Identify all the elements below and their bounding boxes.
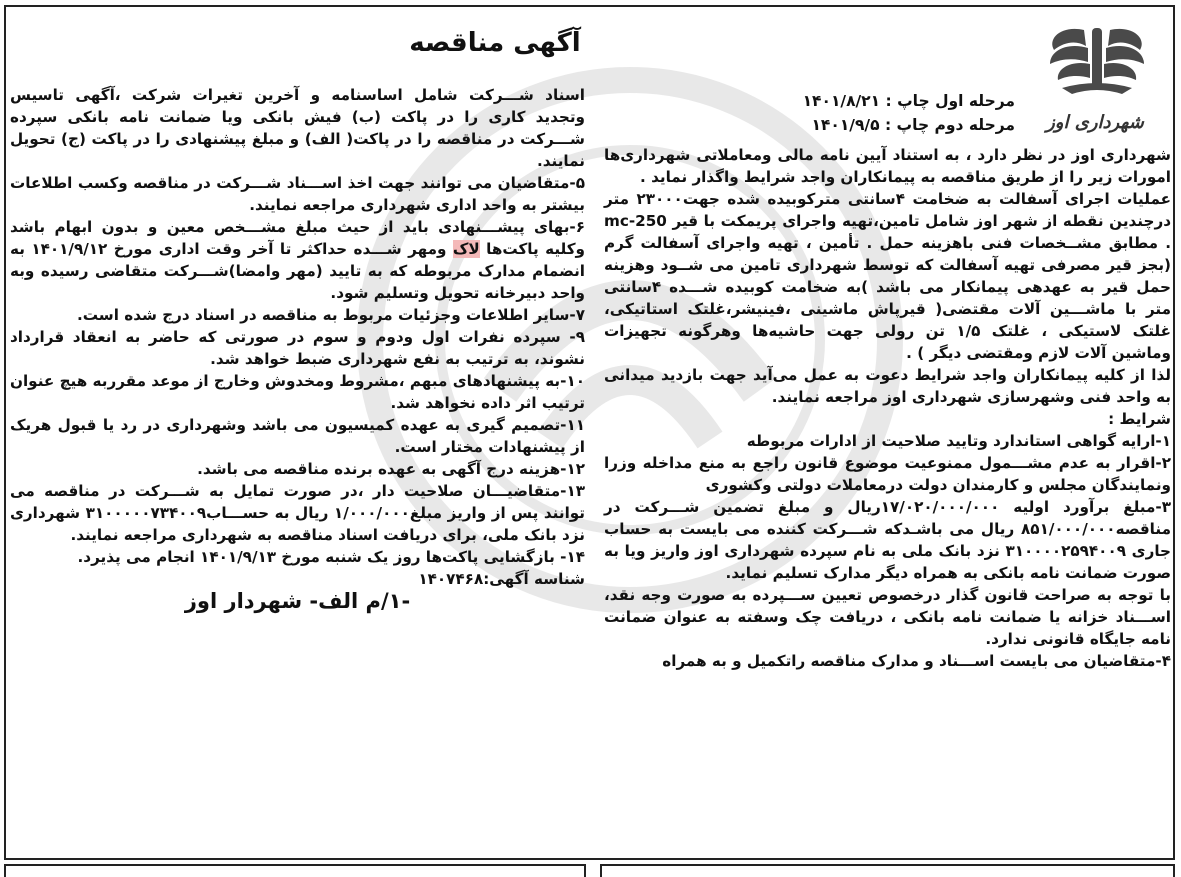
condition-7: ۷-سایر اطلاعات وجزئیات مربوط به مناقصه در اسناد درج شده است. bbox=[76, 306, 585, 324]
condition-12: ۱۲-هزینه درج آگهی به عهده برنده مناقصه می باشد. bbox=[197, 460, 585, 478]
condition-6-part-a: ۶-بهای پیشـــنهادی باید از حیث مبلغ مشـــخص معین و بدون ابهام باشد وکلیه پاکت‌ها bbox=[10, 218, 585, 258]
second-print-date: مرحله دوم چاپ : ۱۴۰۱/۹/۵ bbox=[811, 116, 1015, 134]
condition-14: ۱۴- بازگشایی پاکت‌ها روز یک شنبه مورخ ۱۴۰۱/۹/۱۳ انجام می پذیرد. bbox=[77, 548, 585, 566]
right-column bbox=[604, 144, 1171, 672]
condition-10: ۱۰-به پیشنهادهای مبهم ،مشروط ومخدوش وخارج از موعد مقرربه هیچ عنوان ترتیب اثر داده نخواهد شد. bbox=[10, 372, 585, 412]
condition-6 bbox=[10, 216, 585, 304]
condition-11: ۱۱-تصمیم گیری به عهده کمیسیون می باشد وشهرداری در رد یا قبول هریک از پیشنهادات مختار است. bbox=[10, 416, 585, 456]
highlighted-word: لاک bbox=[452, 240, 480, 258]
paragraph-invitation: لذا از کلیه پیمانکاران واجد شرایط دعوت به عمل می‌آید جهت بازدید میدانی به واحد فنی وشهرسازی شهرداری اوز مراجعه نمایند. bbox=[604, 366, 1171, 406]
deposit-note: با توجه به صراحت قانون گذار درخصوص تعیین ســـپرده به صورت وجه نقد، اســـناد خزانه یا ضمانت نامه بانکی ، دریافت چک وسفته به عنوان ضمانت نامه جایگاه قانونی ندارد. bbox=[604, 586, 1171, 648]
logo-text: شهرداری اوز bbox=[1046, 112, 1144, 133]
condition-9: ۹- سپرده نفرات اول ودوم و سوم در صورتی که حاضر به انعقاد قرارداد نشوند، به ترتیب به نفع شهرداری ضبط خواهد شد. bbox=[10, 328, 585, 368]
notice-id: شناسه آگهی:۱۴۰۷۴۶۸ bbox=[418, 570, 585, 588]
condition-6-part-b: ومهر شـــده حداکثر تا آخر وقت اداری مورخ ۱۴۰۱/۹/۱۲ به انضمام مدارک مربوطه که به تایید (مهر وامضا)شـــرکت متقاضی رسیده وبه واحد دبیرخانه تحویل وتسلیم شود. bbox=[10, 240, 585, 302]
documents-paragraph: اسناد شـــرکت شامل اساسنامه و آخرین تغیرات شرکت ،آگهی تاسیس وتجدید کاری را در پاکت (ب) فیش بانکی ویا ضمانت نامه بانکی سپرده شـــرکت در مناقصه را در پاکت( الف) و مبلغ پیشنهادی را در پاکت (ج) تحویل نمایند. bbox=[10, 86, 585, 170]
conditions-heading: شرایط : bbox=[1108, 410, 1171, 428]
paragraph-intro: شهرداری اوز در نظر دارد ، به استناد آیین نامه مالی ومعاملاتی شهرداری‌ها امورات زیر را از طریق مناقصه به پیمانکاران واجد شرایط واگذار نماید . bbox=[604, 146, 1171, 186]
page-title: آگهی مناقصه bbox=[409, 28, 581, 58]
left-column bbox=[10, 84, 585, 612]
condition-1: ۱-ارایه گواهی استاندارد وتایید صلاحیت از ادارات مربوطه bbox=[746, 432, 1171, 450]
next-notice-left-frame bbox=[4, 864, 586, 877]
condition-3: ۳-مبلغ برآورد اولیه ۱۷/۰۲۰/۰۰۰/۰۰۰ریال و مبلغ تضمین شـــرکت در مناقصه۸۵۱/۰۰۰/۰۰۰ ریال می باشـدکه شـــرکت کننده می بایست به حساب جاری ۳۱۰۰۰۰۲۵۹۴۰۰۹ نزد بانک ملی به نام سپرده شهرداری اوز واریز ویا به صورت ضمانت نامه بانکی به همراه دیگر مدارک تسلیم نماید. bbox=[604, 498, 1171, 582]
condition-2: ۲-اقرار به عدم مشـــمول ممنوعیت موضوع قانون راجع به منع مداخله وزرا ونمایندگان مجلس و کارمندان دولت درمعاملات دولتی وکشوری bbox=[604, 454, 1171, 494]
next-notice-right-frame bbox=[600, 864, 1175, 877]
paragraph-work-description: عملیات اجرای آسفالت به ضخامت ۴سانتی مترکوبیده شده جهت۲۳۰۰۰ متر درچندین نقطه از شهر اوز شامل تامین،تهیه واجرای پریمکت با قیر mc-250 . مطابق مشــخصات فنی باهزینه حمل . تأمین ، تهیه واجرای آسفالت گرم (بجز قیر مصرفی تهیه آسفالت که توسط شهرداری تامین می شــود وهزینه حمل قیر به عهدهی پیمانکار می باشد )به ضخامت کوبیده شـــده ۴سانتی متر با ماشـــین آلات مقتضی( قیرپاش ماشینی ،فینیشر،غلتک استاتیکی، غلتک لاستیکی ، غلتک ۱/۵ تن رولی جهت حاشیه‌ها وهرگونه تجهیزات وماشین آلات لازم ومقتضی دیگر ) . bbox=[604, 190, 1172, 362]
first-print-date: مرحله اول چاپ : ۱۴۰۱/۸/۲۱ bbox=[802, 92, 1015, 110]
condition-5: ۵-متقاضیان می توانند جهت اخذ اســـناد شـــرکت در مناقصه وکسب اطلاعات بیشتر به واحد اداری شهرداری مراجعه نمایند. bbox=[10, 174, 585, 214]
condition-4: ۴-متقاضیان می بایست اســـناد و مدارک مناقصه راتکمیل و به همراه bbox=[662, 652, 1171, 670]
condition-13: ۱۳-متقاضیـــان صلاحیت دار ،در صورت تمایل به شـــرکت در مناقصه می توانند پس از واریز مبلغ۱/۰۰۰/۰۰۰ ریال به حســـاب۳۱۰۰۰۰۰۷۳۴۰۰۹ شهرداری نزد بانک ملی، برای دریافت اسناد مناقصه به شهرداری مراجعه نمایند. bbox=[10, 482, 585, 544]
signature: -۱/م الف- شهردار اوز bbox=[184, 589, 411, 613]
